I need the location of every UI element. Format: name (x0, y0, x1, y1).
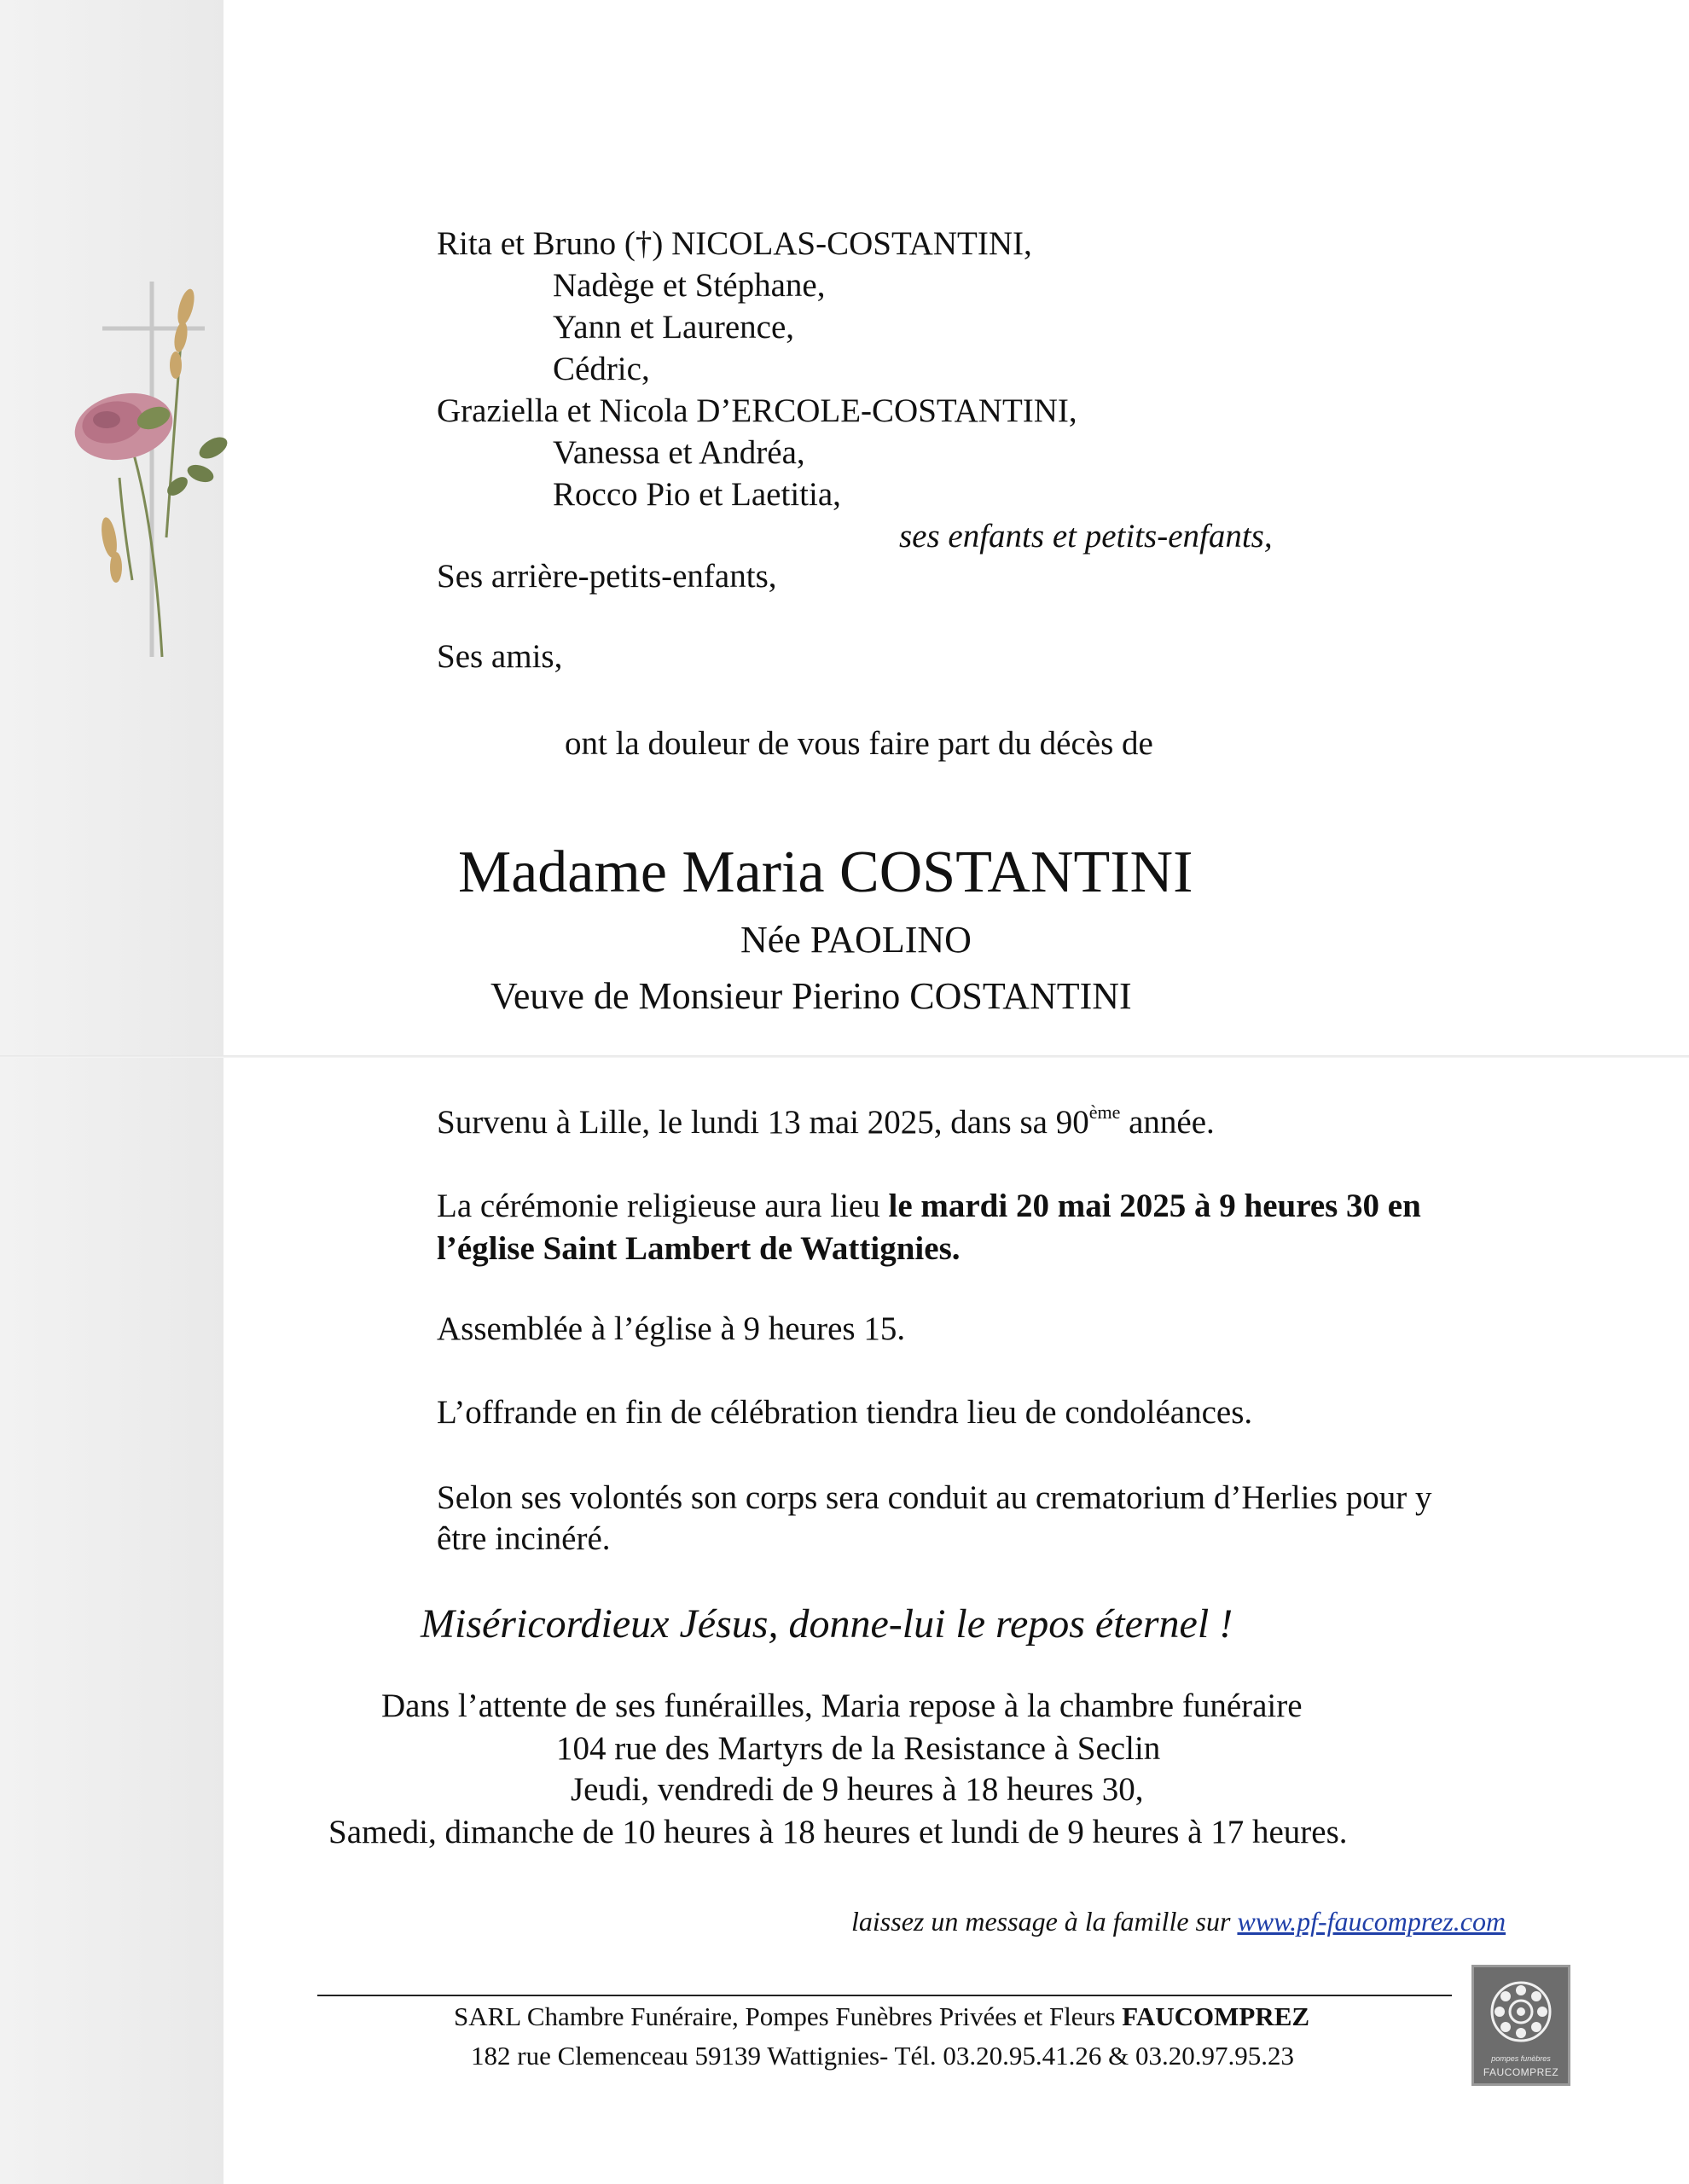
ceremony-location: l’église Saint Lambert de Wattignies. (437, 1230, 961, 1267)
funeral-home-line-1: Dans l’attente de ses funérailles, Maria repose à la chambre funéraire (381, 1687, 1303, 1724)
company-address: 182 rue Clemenceau 59139 Wattignies- Tél. 03.20.95.41.26 & 03.20.97.95.23 (471, 2041, 1294, 2071)
family-line-5: Graziella et Nicola D’ERCOLE-COSTANTINI, (437, 392, 1077, 429)
rose-icon (68, 385, 178, 468)
deceased-name: Madame Maria COSTANTINI (458, 839, 1193, 905)
family-line-2: Nadège et Stéphane, (553, 267, 826, 304)
company-name-line (454, 2003, 1309, 2030)
deceased-birth-name: Née PAOLINO (740, 919, 972, 961)
cross-rose-wheat-ornament (34, 256, 239, 665)
wishes-line-1: Selon ses volontés son corps sera conduit au crematorium d’Herlies pour y (437, 1479, 1432, 1516)
family-line-4: Cédric, (553, 351, 650, 387)
announcement-line: ont la douleur de vous faire part du décès de (565, 725, 1153, 762)
funeral-home-hours-2: Samedi, dimanche de 10 heures à 18 heures et lundi de 9 heures à 17 heures. (328, 1814, 1348, 1850)
family-line-1: Rita et Bruno (†) NICOLAS-COSTANTINI, (437, 225, 1032, 262)
family-line-3: Yann et Laurence, (553, 309, 795, 346)
family-relation: ses enfants et petits-enfants, (899, 518, 1273, 555)
death-ordinal-suffix: ème (1088, 1101, 1121, 1123)
message-invitation (851, 1908, 1506, 1935)
ceremony-intro: La cérémonie religieuse aura lieu (437, 1188, 889, 1224)
logo-tagline: pompes funèbres (1491, 2054, 1551, 2063)
company-name-bold: FAUCOMPREZ (1122, 2001, 1310, 2031)
company-name-prefix: SARL Chambre Funéraire, Pompes Funèbres Privées et Fleurs (454, 2001, 1123, 2031)
rosette-icon (1489, 1979, 1553, 2044)
ceremony-date-time: le mardi 20 mai 2025 à 9 heures 30 en (888, 1188, 1421, 1224)
deceased-widow-of: Veuve de Monsieur Pierino COSTANTINI (490, 975, 1132, 1017)
website-link[interactable]: www.pf-faucomprez.com (1237, 1906, 1506, 1937)
message-text: laissez un message à la famille sur (851, 1906, 1238, 1937)
family-line-6: Vanessa et Andréa, (553, 434, 805, 471)
death-text: Survenu à Lille, le lundi 13 mai 2025, dans sa 90 (437, 1104, 1089, 1141)
death-text-end: année. (1120, 1104, 1215, 1141)
assembly-line: Assemblée à l’église à 9 heures 15. (437, 1310, 906, 1347)
great-grandchildren-line: Ses arrière-petits-enfants, (437, 558, 777, 595)
death-details (437, 1101, 1215, 1141)
ceremony-line-1 (437, 1189, 1421, 1223)
paper-fold-line (0, 1055, 1689, 1058)
logo-name: FAUCOMPREZ (1483, 2066, 1559, 2078)
company-logo (1471, 1965, 1570, 2086)
footer-divider (317, 1995, 1452, 1996)
prayer-line: Miséricordieux Jésus, donne-lui le repos éternel ! (421, 1601, 1233, 1647)
family-line-7: Rocco Pio et Laetitia, (553, 476, 841, 513)
offering-line: L’offrande en fin de célébration tiendra lieu de condoléances. (437, 1394, 1253, 1431)
funeral-home-hours-1: Jeudi, vendredi de 9 heures à 18 heures 30, (571, 1771, 1144, 1808)
wishes-line-2: être incinéré. (437, 1520, 611, 1557)
friends-line: Ses amis, (437, 638, 563, 675)
funeral-home-address: 104 rue des Martyrs de la Resistance à Seclin (556, 1730, 1161, 1767)
